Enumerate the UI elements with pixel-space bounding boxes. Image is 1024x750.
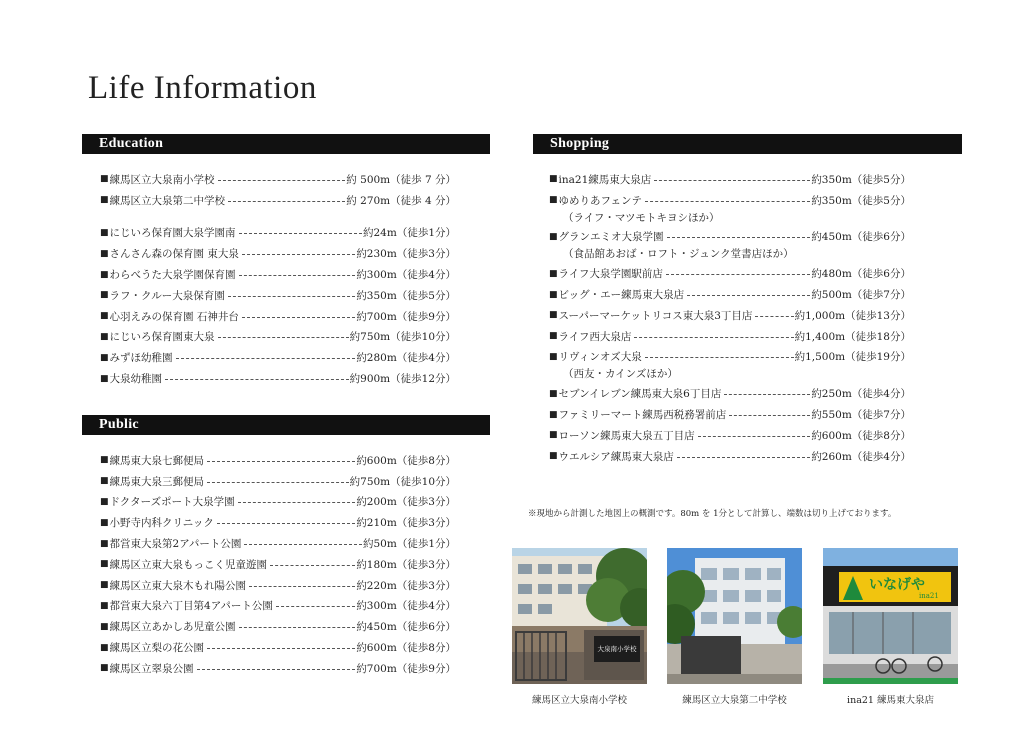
facility-name: ウエルシア練馬東大泉店 bbox=[558, 450, 674, 463]
list-item bbox=[100, 306, 456, 327]
supermarket-sign-text: いなげや bbox=[869, 577, 925, 593]
education-header: Education bbox=[82, 134, 490, 154]
square-bullet-icon: ■ bbox=[549, 409, 558, 420]
facility-name: ローソン練馬東大泉五丁目店 bbox=[558, 429, 695, 442]
facility-name: 練馬区立あかしあ児童公園 bbox=[109, 621, 236, 634]
list-item bbox=[100, 533, 456, 554]
list-item bbox=[549, 404, 911, 425]
list-item bbox=[549, 284, 911, 305]
facility-distance: 約450m（徒歩6分） bbox=[811, 231, 911, 244]
facility-distance: 約700m（徒歩9分） bbox=[356, 662, 456, 675]
facility-distance: 約750m（徒歩10分） bbox=[349, 331, 456, 344]
square-bullet-icon: ■ bbox=[100, 663, 109, 674]
facility-name: わらべうた大泉学園保育園 bbox=[109, 269, 236, 282]
list-item-row bbox=[100, 285, 456, 306]
facility-distance: 約550m（徒歩7分） bbox=[811, 409, 911, 422]
square-bullet-icon: ■ bbox=[549, 310, 558, 321]
list-item-row bbox=[549, 190, 911, 211]
facility-distance: 約180m（徒歩3分） bbox=[356, 558, 456, 571]
leader-dots bbox=[666, 274, 810, 275]
list-item bbox=[100, 169, 456, 190]
square-bullet-icon: ■ bbox=[549, 195, 558, 206]
leader-dots bbox=[729, 415, 810, 416]
facility-name: ファミリーマート練馬西税務署前店 bbox=[558, 409, 727, 422]
facility-name: にじいろ保育園大泉学園南 bbox=[109, 227, 236, 240]
leader-dots bbox=[217, 523, 355, 524]
facility-distance: 約900m（徒歩12分） bbox=[349, 373, 456, 386]
photo-caption-supermarket: ina21 練馬東大泉店 bbox=[847, 695, 934, 706]
facility-distance: 約600m（徒歩8分） bbox=[356, 454, 456, 467]
facility-distance: 約500m（徒歩7分） bbox=[811, 289, 911, 302]
list-item bbox=[100, 492, 456, 513]
list-item bbox=[549, 227, 911, 264]
leader-dots bbox=[276, 606, 355, 607]
photo-caption-elementary-school: 練馬区立大泉南小学校 bbox=[531, 695, 627, 706]
facility-name: ina21練馬東大泉店 bbox=[558, 173, 652, 186]
facility-distance: 約750m（徒歩10分） bbox=[349, 475, 456, 488]
list-item bbox=[549, 446, 911, 467]
list-item-row bbox=[100, 492, 456, 513]
facility-name: 都営東大泉六丁目第4アパート公園 bbox=[109, 600, 273, 613]
list-item bbox=[100, 616, 456, 637]
facility-distance: 約210m（徒歩3分） bbox=[356, 517, 456, 530]
facility-name: リヴィンオズ大泉 bbox=[558, 351, 642, 364]
list-item bbox=[100, 243, 456, 264]
facility-distance: 約480m（徒歩6分） bbox=[811, 268, 911, 281]
square-bullet-icon: ■ bbox=[549, 331, 558, 342]
square-bullet-icon: ■ bbox=[549, 268, 558, 279]
leader-dots bbox=[677, 457, 811, 458]
facility-name: みずほ幼稚園 bbox=[109, 352, 173, 365]
facility-name: 大泉幼稚園 bbox=[109, 373, 163, 386]
list-item-row bbox=[100, 637, 456, 658]
square-bullet-icon: ■ bbox=[100, 496, 109, 507]
list-item bbox=[100, 450, 456, 471]
square-bullet-icon: ■ bbox=[100, 373, 109, 384]
list-item bbox=[100, 190, 456, 211]
facility-name: グランエミオ大泉学園 bbox=[558, 231, 664, 244]
leader-dots bbox=[634, 337, 793, 338]
list-item bbox=[549, 425, 911, 446]
list-item-row bbox=[549, 326, 911, 347]
distance-note: ※現地から計測した地図上の概測です。80m を 1分として計算し、端数は切り上げております。 bbox=[528, 509, 897, 519]
facility-distance: 約50m（徒歩1分） bbox=[363, 538, 456, 551]
facility-name: ビッグ・エー練馬東大泉店 bbox=[558, 289, 685, 302]
leader-dots bbox=[242, 317, 355, 318]
list-item-row bbox=[100, 658, 456, 679]
list-item-row bbox=[100, 306, 456, 327]
square-bullet-icon: ■ bbox=[100, 559, 109, 570]
supermarket-sign-sub: ina21 bbox=[919, 592, 939, 600]
facility-distance: 約230m（徒歩3分） bbox=[356, 248, 456, 261]
facility-distance: 約260m（徒歩4分） bbox=[811, 450, 911, 463]
list-item-row bbox=[100, 264, 456, 285]
list-item-row bbox=[100, 512, 456, 533]
facility-name: ライフ大泉学園駅前店 bbox=[558, 268, 663, 281]
list-item bbox=[549, 190, 911, 227]
list-item-row bbox=[100, 327, 456, 348]
list-item bbox=[100, 347, 456, 368]
facility-name: 練馬東大泉三郵便局 bbox=[109, 475, 205, 488]
leader-dots bbox=[244, 544, 362, 545]
facility-distance: 約220m（徒歩3分） bbox=[356, 579, 456, 592]
leader-dots bbox=[238, 502, 356, 503]
leader-dots bbox=[667, 237, 811, 238]
list-item bbox=[100, 327, 456, 348]
facility-distance: 約24m（徒歩1分） bbox=[363, 227, 456, 240]
facility-distance: 約 500m（徒歩 7 分） bbox=[346, 173, 456, 186]
facility-name: 練馬区立東大泉木もれ陽公園 bbox=[109, 579, 247, 592]
facility-name: ライフ西大泉店 bbox=[558, 330, 632, 343]
facility-name: ラフ・クルー大泉保育園 bbox=[109, 289, 225, 302]
square-bullet-icon: ■ bbox=[549, 174, 558, 185]
square-bullet-icon: ■ bbox=[549, 388, 558, 399]
school-sign-text: 大泉南小学校 bbox=[597, 645, 637, 653]
list-item-row bbox=[549, 305, 911, 326]
square-bullet-icon: ■ bbox=[100, 352, 109, 363]
leader-dots bbox=[270, 565, 355, 566]
square-bullet-icon: ■ bbox=[100, 642, 109, 653]
facility-distance: 約450m（徒歩6分） bbox=[356, 621, 456, 634]
square-bullet-icon: ■ bbox=[100, 290, 109, 301]
facility-name: 練馬区立翠泉公園 bbox=[109, 662, 194, 675]
list-item bbox=[549, 347, 911, 384]
facility-distance: 約1,500m（徒歩19分） bbox=[794, 351, 911, 364]
leader-dots bbox=[645, 201, 810, 202]
square-bullet-icon: ■ bbox=[100, 269, 109, 280]
education-section bbox=[82, 134, 490, 389]
facility-distance: 約300m（徒歩4分） bbox=[356, 269, 456, 282]
square-bullet-icon: ■ bbox=[100, 538, 109, 549]
facility-name: 心羽えみの保育園 石神井台 bbox=[109, 310, 239, 323]
square-bullet-icon: ■ bbox=[100, 476, 109, 487]
list-item-row bbox=[100, 169, 456, 190]
list-item-row bbox=[100, 368, 456, 389]
list-item-row bbox=[549, 284, 911, 305]
facility-distance: 約250m（徒歩4分） bbox=[811, 388, 911, 401]
shopping-list bbox=[533, 169, 911, 467]
facility-name: スーパーマーケットリコス東大泉3丁目店 bbox=[558, 309, 753, 322]
facility-name: 練馬東大泉七郵便局 bbox=[109, 454, 205, 467]
education-list bbox=[82, 169, 456, 389]
leader-dots bbox=[207, 648, 355, 649]
public-section bbox=[82, 415, 490, 679]
list-item-row bbox=[100, 554, 456, 575]
facility-distance: 約 270m（徒歩 4 分） bbox=[346, 194, 456, 207]
photo-elementary-school bbox=[512, 548, 647, 684]
leader-dots bbox=[228, 201, 345, 202]
facility-name: ドクターズポート大泉学園 bbox=[109, 496, 235, 509]
facility-name: ゆめりあフェンテ bbox=[558, 194, 642, 207]
facility-name: 練馬区立梨の花公園 bbox=[109, 642, 205, 655]
list-item-row bbox=[549, 425, 911, 446]
leader-dots bbox=[724, 394, 810, 395]
square-bullet-icon: ■ bbox=[549, 289, 558, 300]
list-item-row bbox=[549, 383, 911, 404]
facility-distance: 約350m（徒歩5分） bbox=[811, 173, 911, 186]
square-bullet-icon: ■ bbox=[100, 455, 109, 466]
leader-dots bbox=[645, 357, 794, 358]
list-item-row bbox=[549, 263, 911, 284]
facility-name: さんさん森の保育園 東大泉 bbox=[109, 248, 239, 261]
list-item bbox=[100, 575, 456, 596]
square-bullet-icon: ■ bbox=[100, 600, 109, 611]
list-item-row bbox=[100, 190, 456, 211]
list-item-row bbox=[549, 347, 911, 368]
photo-caption-junior-high-school: 練馬区立大泉第二中学校 bbox=[682, 695, 787, 706]
facility-distance: 約200m（徒歩3分） bbox=[356, 496, 456, 509]
facility-distance: 約600m（徒歩8分） bbox=[811, 429, 911, 442]
square-bullet-icon: ■ bbox=[100, 174, 109, 185]
list-item-row bbox=[549, 169, 911, 190]
list-item bbox=[100, 637, 456, 658]
photo-supermarket bbox=[823, 548, 958, 684]
facility-name: セブンイレブン練馬東大泉6丁目店 bbox=[558, 388, 722, 401]
leader-dots bbox=[228, 296, 356, 297]
list-item bbox=[549, 383, 911, 404]
square-bullet-icon: ■ bbox=[100, 195, 109, 206]
leader-dots bbox=[197, 669, 356, 670]
list-item bbox=[549, 263, 911, 284]
shopping-header: Shopping bbox=[533, 134, 962, 154]
leader-dots bbox=[239, 275, 356, 276]
leader-dots bbox=[239, 627, 356, 628]
facility-note: （ライフ・マツモトキヨシほか） bbox=[563, 211, 720, 224]
list-item bbox=[100, 223, 456, 244]
facility-distance: 約350m（徒歩5分） bbox=[356, 289, 456, 302]
list-item-row bbox=[549, 404, 911, 425]
list-item-row bbox=[549, 227, 911, 248]
square-bullet-icon: ■ bbox=[549, 451, 558, 462]
facility-name: 小野寺内科クリニック bbox=[109, 517, 214, 530]
facility-distance: 約280m（徒歩4分） bbox=[356, 352, 456, 365]
facility-note: （食品館あおば・ロフト・ジュンク堂書店ほか） bbox=[563, 248, 794, 261]
facility-name: 都営東大泉第2アパート公園 bbox=[109, 538, 242, 551]
square-bullet-icon: ■ bbox=[100, 331, 109, 342]
list-item bbox=[100, 554, 456, 575]
list-item bbox=[549, 326, 911, 347]
list-item-row bbox=[100, 243, 456, 264]
leader-dots bbox=[218, 180, 346, 181]
facility-distance: 約300m（徒歩4分） bbox=[356, 600, 456, 613]
list-item bbox=[100, 285, 456, 306]
leader-dots bbox=[242, 254, 355, 255]
leader-dots bbox=[218, 337, 349, 338]
leader-dots bbox=[176, 358, 356, 359]
list-item bbox=[100, 596, 456, 617]
list-item-row bbox=[100, 223, 456, 244]
leader-dots bbox=[207, 482, 349, 483]
facility-note: （西友・カインズほか） bbox=[563, 368, 678, 381]
list-item-row bbox=[100, 616, 456, 637]
facility-distance: 約350m（徒歩5分） bbox=[811, 194, 911, 207]
facility-name: 練馬区立大泉南小学校 bbox=[109, 173, 215, 186]
list-item-row bbox=[100, 596, 456, 617]
list-item bbox=[100, 512, 456, 533]
list-item-row bbox=[100, 471, 456, 492]
square-bullet-icon: ■ bbox=[100, 311, 109, 322]
list-item bbox=[100, 368, 456, 389]
list-item bbox=[549, 169, 911, 190]
list-item-row bbox=[100, 533, 456, 554]
facility-distance: 約1,000m（徒歩13分） bbox=[794, 309, 911, 322]
square-bullet-icon: ■ bbox=[100, 248, 109, 259]
square-bullet-icon: ■ bbox=[549, 430, 558, 441]
facility-name: にじいろ保育園東大泉 bbox=[109, 331, 215, 344]
facility-distance: 約600m（徒歩8分） bbox=[356, 642, 456, 655]
square-bullet-icon: ■ bbox=[549, 231, 558, 242]
leader-dots bbox=[207, 461, 355, 462]
list-item bbox=[100, 264, 456, 285]
square-bullet-icon: ■ bbox=[100, 580, 109, 591]
square-bullet-icon: ■ bbox=[549, 351, 558, 362]
public-header: Public bbox=[82, 415, 490, 435]
square-bullet-icon: ■ bbox=[100, 517, 109, 528]
list-item-row bbox=[100, 575, 456, 596]
leader-dots bbox=[239, 233, 362, 234]
page-title: Life Information bbox=[88, 70, 317, 106]
list-item-row bbox=[549, 446, 911, 467]
facility-name: 練馬区立東大泉もっこく児童遊園 bbox=[109, 558, 268, 571]
list-item bbox=[549, 305, 911, 326]
list-item bbox=[100, 471, 456, 492]
facility-distance: 約700m（徒歩9分） bbox=[356, 310, 456, 323]
facility-distance: 約1,400m（徒歩18分） bbox=[794, 330, 911, 343]
shopping-section bbox=[533, 134, 962, 467]
leader-dots bbox=[755, 316, 793, 317]
leader-dots bbox=[687, 295, 810, 296]
facility-name: 練馬区立大泉第二中学校 bbox=[109, 194, 226, 207]
public-list bbox=[82, 450, 456, 679]
leader-dots bbox=[698, 436, 811, 437]
list-item bbox=[100, 658, 456, 679]
group-gap bbox=[100, 211, 456, 223]
list-item-row bbox=[100, 347, 456, 368]
leader-dots bbox=[654, 180, 810, 181]
list-item-row bbox=[100, 450, 456, 471]
leader-dots bbox=[165, 379, 349, 380]
leader-dots bbox=[249, 586, 355, 587]
square-bullet-icon: ■ bbox=[100, 227, 109, 238]
photo-junior-high-school bbox=[667, 548, 802, 684]
square-bullet-icon: ■ bbox=[100, 621, 109, 632]
